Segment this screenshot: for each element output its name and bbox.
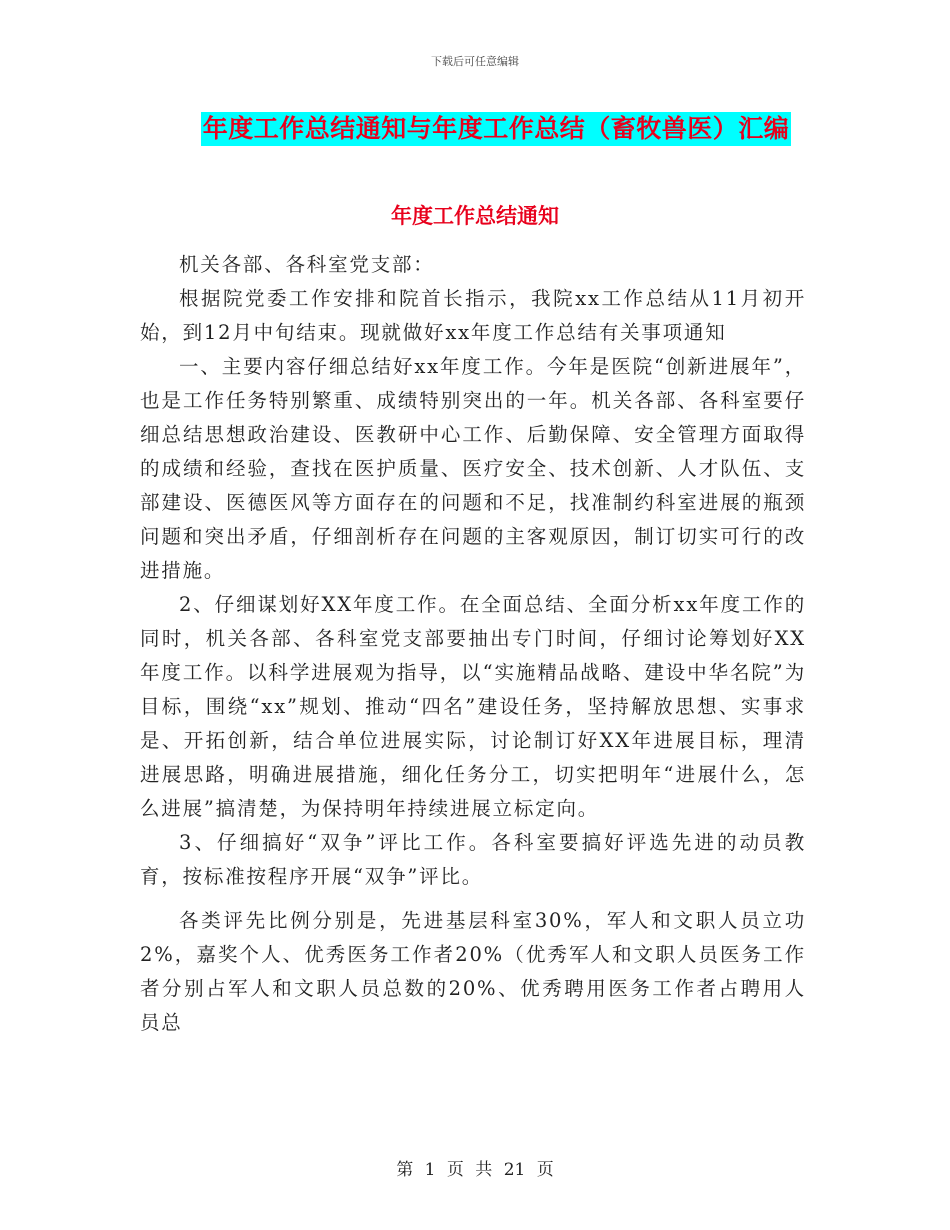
paragraph-item-3: 3、仔细搞好“双争”评比工作。各科室要搞好评选先进的动员教育，按标准按程序开展“双争”评比。: [140, 831, 806, 888]
paragraph-ratios: 各类评先比例分别是，先进基层科室30%，军人和文职人员立功2%，嘉奖个人、优秀医务工作者20%（优秀军人和文职人员医务工作者分别占军人和文职人员总数的20%、优秀聘用医务工作者占聘用人员总: [140, 909, 806, 1034]
page-header-note: 下载后可任意编辑: [431, 55, 519, 68]
paragraph-item-2: 2、仔细谋划好XX年度工作。在全面总结、全面分析xx年度工作的同时，机关各部、各科室党支部要抽出专门时间，仔细讨论筹划好XX年度工作。以科学进展观为指导，以“实施精品战略、建设中华名院”为目标，围绕“xx”规划、推动“四名”建设任务，坚持解放思想、实事求是、开拓创新，结合单位进展实际，讨论制订好XX年进展目标，理清进展思路，明确进展措施，细化任务分工，切实把明年“进展什么，怎么进展”搞清楚，为保持明年持续进展立标定向。: [140, 593, 806, 820]
document-main-title: 年度工作总结通知与年度工作总结（畜牧兽医）汇编: [201, 112, 792, 146]
main-title-container: [0, 112, 950, 146]
page-number-footer: 第 1 页 共 21 页: [396, 1160, 554, 1180]
document-body: [140, 248, 806, 1040]
section-title: 年度工作总结通知: [391, 204, 559, 228]
paragraph-intro: 根据院党委工作安排和院首长指示，我院xx工作总结从11月初开始，到12月中旬结束。现就做好xx年度工作总结有关事项通知: [140, 287, 806, 344]
paragraph-salutation: 机关各部、各科室党支部：: [179, 253, 435, 276]
paragraph-item-1: 一、主要内容仔细总结好xx年度工作。今年是医院“创新进展年”，也是工作任务特别繁重、成绩特别突出的一年。机关各部、各科室要仔细总结思想政治建设、医教研中心工作、后勤保障、安全管理方面取得的成绩和经验，查找在医护质量、医疗安全、技术创新、人才队伍、支部建设、医德医风等方面存在的问题和不足，找准制约科室进展的瓶颈问题和突出矛盾，仔细剖析存在问题的主客观原因，制订切实可行的改进措施。: [140, 355, 806, 582]
